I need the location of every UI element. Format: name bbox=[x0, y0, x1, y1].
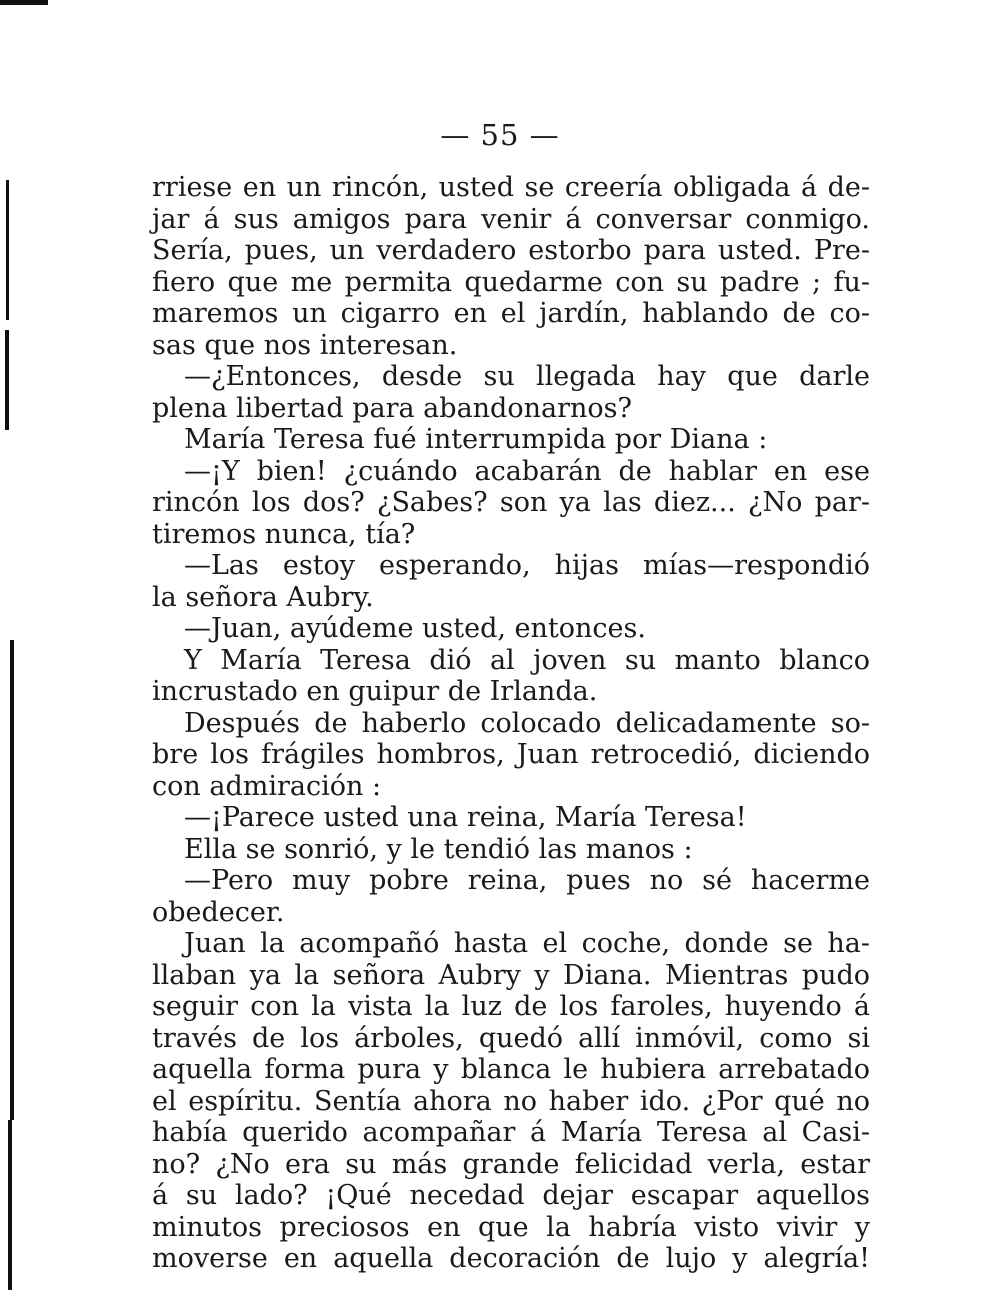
text-line: aquella forma pura y blanca le hubiera arrebatado bbox=[152, 1054, 870, 1085]
edge-mark-upper bbox=[6, 180, 9, 320]
edge-mark-top bbox=[0, 0, 48, 5]
text-line: —¡Parece usted una reina, María Teresa! bbox=[184, 802, 747, 833]
text-line: maremos un cigarro en el jardín, hablando de co- bbox=[152, 298, 870, 329]
body-text bbox=[152, 172, 870, 1275]
text-line: á su lado? ¡Qué necedad dejar escapar aquellos bbox=[152, 1180, 870, 1211]
text-line: rincón los dos? ¿Sabes? son ya las diez... ¿No par- bbox=[152, 487, 870, 518]
text-line: Sería, pues, un verdadero estorbo para usted. Pre- bbox=[152, 235, 870, 266]
text-line: con admiración : bbox=[152, 770, 382, 802]
text-line: fiero que me permita quedarme con su padre ; fu- bbox=[152, 266, 870, 298]
text-line: seguir con la vista la luz de los faroles, huyendo á bbox=[152, 991, 870, 1022]
page-number: — 55 — bbox=[440, 118, 560, 152]
edge-mark-lower bbox=[10, 640, 14, 1120]
text-line: había querido acompañar á María Teresa al Casi- bbox=[152, 1117, 870, 1148]
text-line: —Juan, ayúdeme usted, entonces. bbox=[184, 613, 646, 644]
text-line: —Pero muy pobre reina, pues no sé hacerme bbox=[184, 865, 870, 896]
text-line: el espíritu. Sentía ahora no haber ido. ¿Por qué no bbox=[152, 1085, 870, 1117]
text-line: minutos preciosos en que la habría visto vivir y bbox=[152, 1211, 870, 1243]
text-line: sas que nos interesan. bbox=[152, 329, 458, 361]
text-line: la señora Aubry. bbox=[152, 581, 374, 613]
binding-edge-shadow bbox=[0, 0, 40, 1306]
text-line: rriese en un rincón, usted se creería obligada á de- bbox=[152, 172, 870, 203]
text-line: tiremos nunca, tía? bbox=[152, 518, 416, 550]
text-line: Después de haberlo colocado delicadamente so- bbox=[184, 707, 870, 739]
text-line: Y María Teresa dió al joven su manto blanco bbox=[184, 644, 870, 676]
text-line: incrustado en guipur de Irlanda. bbox=[152, 676, 598, 707]
text-line: Juan la acompañó hasta el coche, donde se ha- bbox=[184, 928, 870, 959]
text-line: moverse en aquella decoración de lujo y alegría! bbox=[152, 1243, 870, 1274]
text-line: jar á sus amigos para venir á conversar conmigo. bbox=[152, 203, 870, 235]
text-line: María Teresa fué interrumpida por Diana : bbox=[184, 424, 768, 455]
text-line: bre los frágiles hombros, Juan retrocedió, diciendo bbox=[152, 739, 870, 770]
edge-mark-bottom bbox=[8, 1120, 12, 1290]
text-line: no? ¿No era su más grande felicidad verla, estar bbox=[152, 1148, 870, 1180]
text-line: Ella se sonrió, y le tendió las manos : bbox=[184, 833, 693, 865]
edge-mark-middle bbox=[5, 330, 9, 430]
text-line: —¡Y bien! ¿cuándo acabarán de hablar en ese bbox=[184, 455, 870, 487]
text-line: plena libertad para abandonarnos? bbox=[152, 392, 632, 424]
text-line: obedecer. bbox=[152, 896, 285, 928]
text-line: —¿Entonces, desde su llegada hay que darle bbox=[184, 361, 870, 392]
text-line: llaban ya la señora Aubry y Diana. Mientras pudo bbox=[152, 959, 870, 991]
text-line: través de los árboles, quedó allí inmóvil, como si bbox=[152, 1022, 870, 1054]
text-line: —Las estoy esperando, hijas mías—respondió bbox=[184, 550, 870, 581]
